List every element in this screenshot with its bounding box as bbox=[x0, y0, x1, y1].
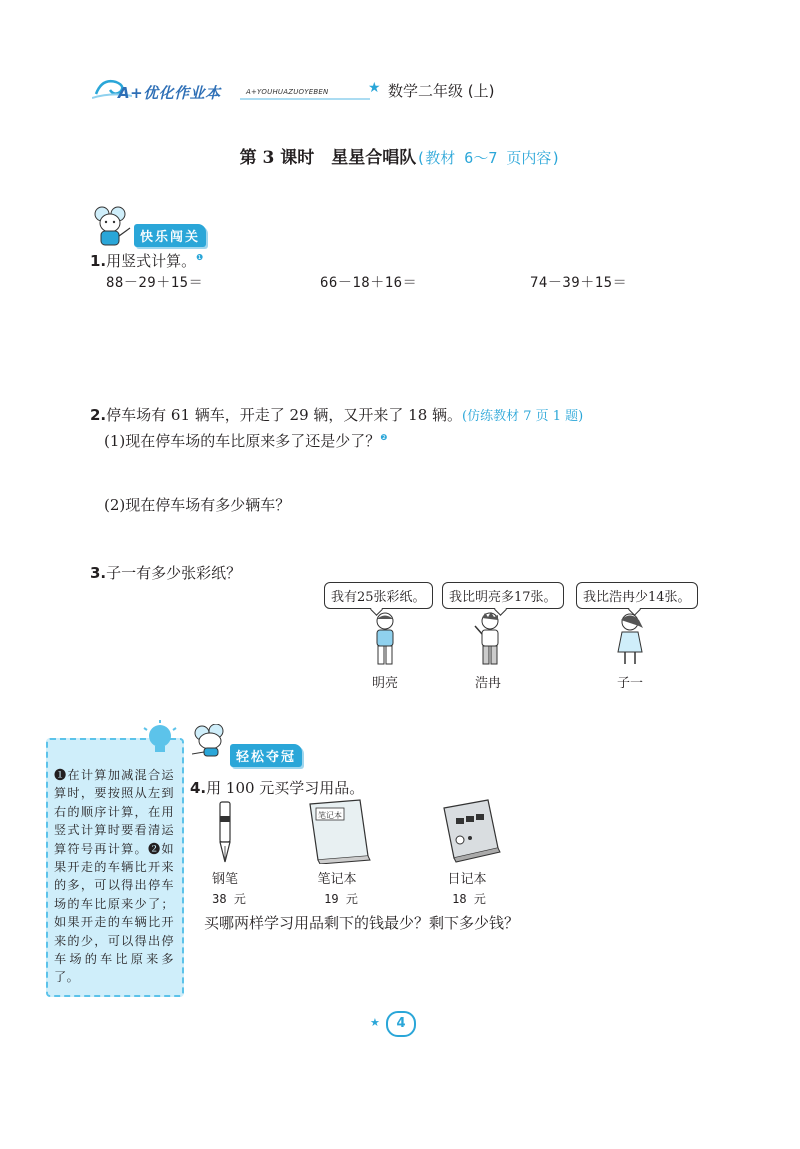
name-ziyi: 子一 bbox=[616, 676, 643, 691]
boy-mingliang-figure bbox=[370, 612, 400, 668]
section-badge-easy: 轻松夺冠 bbox=[230, 744, 302, 767]
question-3-number: 3. bbox=[90, 564, 107, 582]
question-3 bbox=[90, 562, 241, 583]
note-marker-2: ❷ bbox=[380, 433, 388, 442]
question-4 bbox=[190, 777, 364, 798]
speech-bubble-ziyi: 我比浩冉少14张。 bbox=[576, 582, 698, 609]
speech-bubble-mingliang: 我有25张彩纸。 bbox=[324, 582, 433, 609]
girl-ziyi-figure bbox=[612, 612, 648, 668]
question-2 bbox=[90, 404, 583, 425]
page-title bbox=[0, 143, 800, 168]
lesson-reference: (教材 6～7 页内容) bbox=[416, 149, 561, 167]
star-icon: ★ bbox=[368, 80, 381, 96]
question-2-text: 停车场有 61 辆车，开走了 29 辆，又开来了 18 辆。 bbox=[106, 406, 463, 424]
item-label-diary: 日记本 bbox=[447, 872, 487, 887]
lightbulb-icon bbox=[140, 720, 180, 756]
price-notebook: 19 元 bbox=[324, 892, 358, 906]
page-star-icon: ★ bbox=[370, 1016, 380, 1029]
brand-title: A+优化作业本 bbox=[118, 84, 221, 102]
question-2-part-2: (2)现在停车场有多少辆车？ bbox=[104, 496, 291, 514]
item-label-notebook: 笔记本 bbox=[317, 872, 357, 887]
tip-text: ❶在计算加减混合运算时，要按照从左到右的顺序计算，在用竖式计算时要看清运算符号再计算。❷如果开走的车辆比开来的多，可以得出停车场的车比原来少了；如果开走的车辆比开来的少，可以得出停车场的车比原来多了。 bbox=[54, 768, 174, 985]
name-haoran: 浩冉 bbox=[474, 676, 501, 691]
question-1 bbox=[90, 250, 203, 271]
boy-haoran-figure bbox=[474, 612, 506, 668]
question-2-number: 2. bbox=[90, 406, 107, 424]
question-1-text: 用竖式计算。 bbox=[106, 252, 197, 270]
page-number: 4 bbox=[386, 1011, 416, 1037]
mouse-runner-icon bbox=[192, 724, 234, 760]
item-label-pen: 钢笔 bbox=[211, 872, 238, 887]
notebook-cover-label: 笔记本 bbox=[318, 811, 342, 820]
question-4-number: 4. bbox=[190, 779, 207, 797]
question-4-text: 用 100 元买学习用品。 bbox=[206, 779, 365, 797]
question-2-part-1 bbox=[104, 430, 387, 451]
brand-subtitle: A+YOUHUAZUOYEBEN bbox=[246, 88, 329, 96]
price-pen: 38 元 bbox=[212, 892, 246, 906]
fountain-pen-image bbox=[214, 800, 236, 866]
speech-bubble-haoran: 我比明亮多17张。 bbox=[442, 582, 564, 609]
question-2-part-1-text: (1)现在停车场的车比原来多了还是少了？ bbox=[104, 432, 381, 450]
lesson-title: 第 3 课时 星星合唱队 bbox=[239, 148, 417, 168]
price-diary: 18 元 bbox=[452, 892, 486, 906]
name-mingliang: 明亮 bbox=[371, 676, 398, 691]
expression-2: 66－18＋16＝ bbox=[320, 275, 418, 291]
question-3-text: 子一有多少张彩纸？ bbox=[106, 564, 242, 582]
diary-image bbox=[436, 798, 504, 864]
header-underline bbox=[240, 97, 370, 101]
note-marker-1: ❶ bbox=[196, 253, 204, 262]
grade-label: 数学二年级 (上) bbox=[388, 82, 495, 100]
mouse-mascot-icon bbox=[90, 204, 132, 248]
section-badge-happy: 快乐闯关 bbox=[134, 224, 206, 247]
question-1-number: 1. bbox=[90, 252, 107, 270]
notebook-image bbox=[304, 798, 374, 864]
expression-1: 88－29＋15＝ bbox=[106, 275, 204, 291]
question-2-reference: (仿练教材 7 页 1 题) bbox=[462, 409, 584, 424]
expression-3: 74－39＋15＝ bbox=[530, 275, 628, 291]
question-4-prompt: 买哪两样学习用品剩下的钱最少？剩下多少钱？ bbox=[204, 914, 520, 932]
